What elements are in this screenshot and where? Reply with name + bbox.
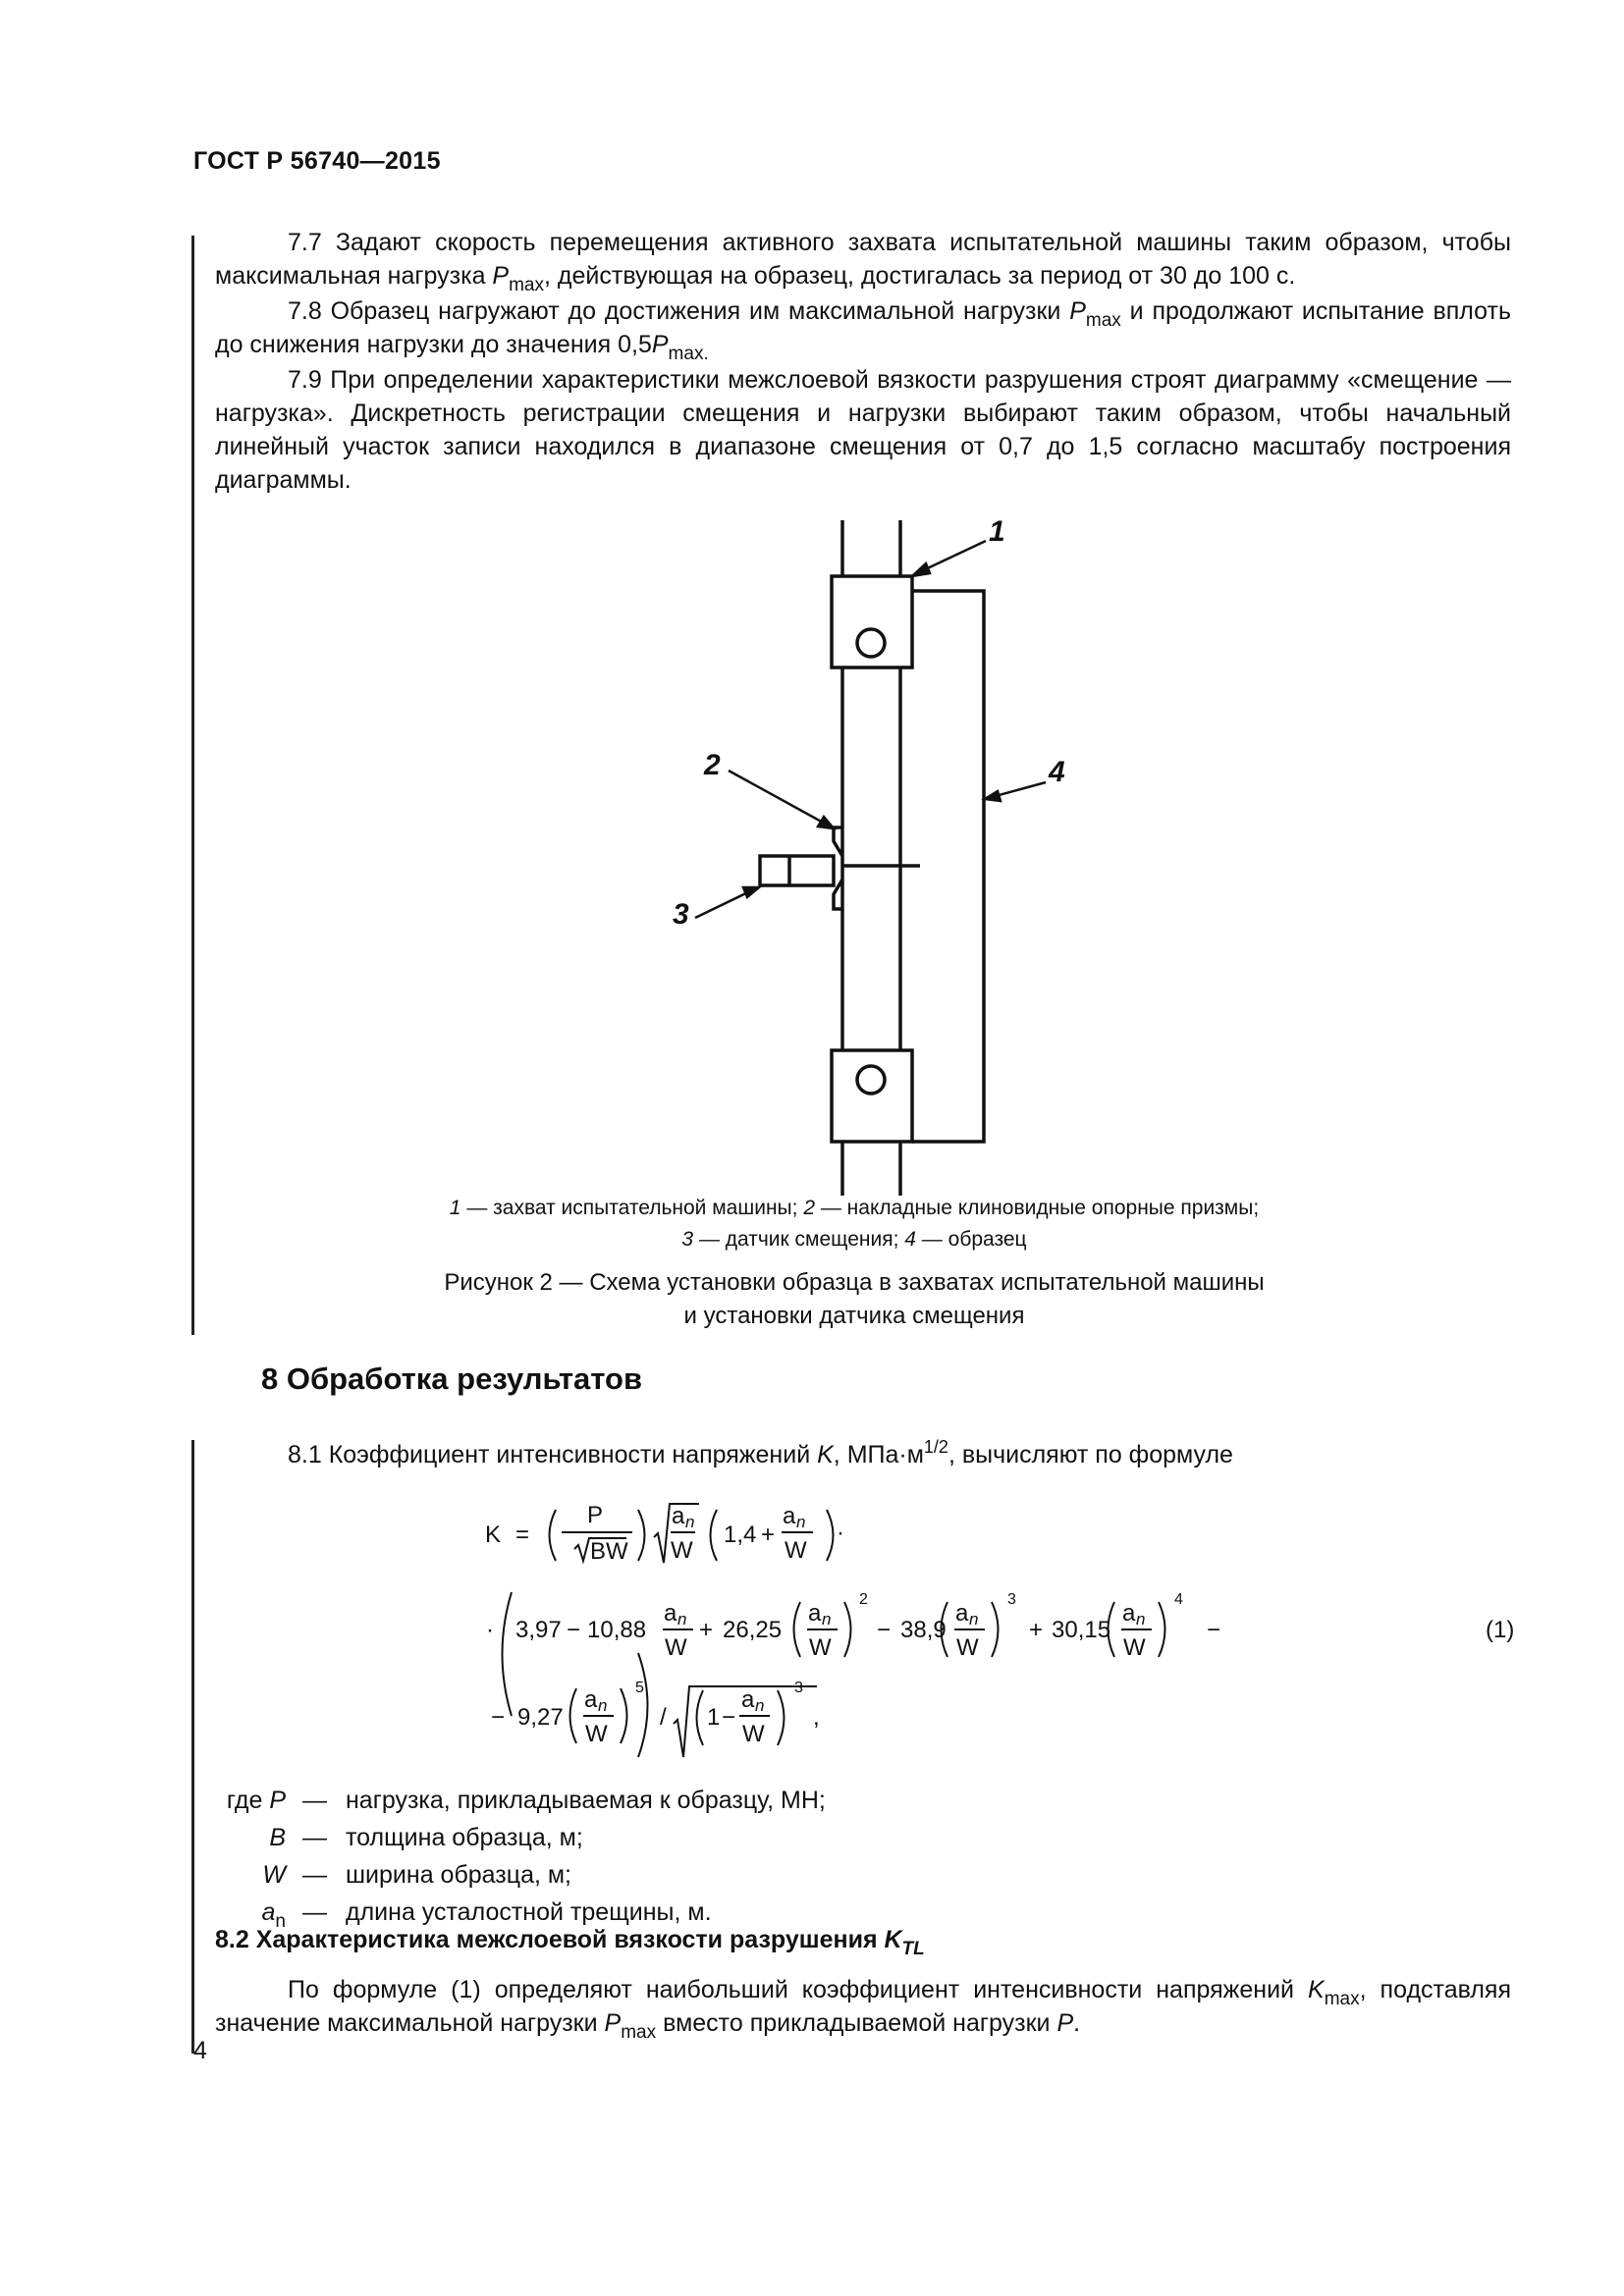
formula-symbol: W [956, 1634, 979, 1661]
paragraph-7-9: 7.9 При определении характеристики межслоевой вязкости разрушения строят диаграмму «смещение — нагрузка». Дискретность регистрации смещения и нагрузки выбирают таким образом, чтобы начальный линейный участок записи находился в диапазоне смещения от 0,7 до 1,5 согласно масштабу построения диаграммы. [215, 366, 1511, 494]
formula-symbol: 38,9 [900, 1617, 947, 1643]
document-code-header: ГОСТ Р 56740—2015 [193, 147, 441, 175]
formula-symbol: − [722, 1704, 736, 1731]
formula-symbol: n [677, 1610, 687, 1629]
formula-symbol: − [877, 1617, 892, 1643]
formula-symbol: 10,88 [587, 1617, 647, 1643]
formula-symbol: n [755, 1696, 765, 1715]
callout-3: 3 [673, 898, 689, 931]
formula-symbol: n [796, 1513, 806, 1531]
section-8-2-title: 8.2 Характеристика межслоевой вязкости разрушения $K_{TL}$ [215, 1926, 925, 1959]
formula-symbol: W [742, 1721, 765, 1747]
formula-symbol: W [585, 1721, 608, 1747]
formula-symbol: a [783, 1503, 796, 1529]
formula-symbol: + [699, 1617, 714, 1643]
section-8-title: 8 Обработка результатов [261, 1362, 643, 1396]
formula-symbol: a [741, 1686, 755, 1713]
formula-symbol: + [761, 1522, 776, 1548]
formula-symbol: W [1123, 1634, 1146, 1661]
formula-symbol: 3 [794, 1680, 803, 1696]
formula-symbol: a [664, 1600, 677, 1627]
formula-symbol: 30,15 [1052, 1617, 1111, 1643]
formula-symbol: BW [590, 1538, 628, 1565]
formula-symbol: 1 [707, 1704, 721, 1731]
formula-symbol: / [660, 1704, 667, 1731]
figure-title: Рисунок 2 — Схема установки образца в захватах испытательной машины и установки датчика смещения [444, 1269, 1265, 1329]
formula-symbol: a [584, 1686, 598, 1713]
formula-symbol: · [837, 1520, 844, 1546]
callout-2: 2 [704, 749, 721, 781]
formula-symbol: W [785, 1537, 807, 1564]
figure-legend: 1 — захват испытательной машины; 2 — накладные клиновидные опорные призмы; 3 — датчик смещения; 4 — образец [449, 1197, 1260, 1251]
formula-symbol: = [515, 1522, 530, 1548]
formula-symbol: W [671, 1537, 693, 1564]
formula-symbol: 2 [859, 1591, 868, 1608]
formula-symbol: a [672, 1503, 685, 1529]
formula-symbol-K: K [485, 1522, 502, 1548]
formula-symbol: W [665, 1634, 687, 1661]
formula-symbol: W [809, 1634, 832, 1661]
formula-symbol: a [1122, 1600, 1136, 1627]
formula-symbol: + [1029, 1617, 1044, 1643]
formula-symbol: − [1207, 1617, 1221, 1643]
formula-symbol: n [969, 1610, 979, 1629]
formula-symbol: − [567, 1617, 581, 1643]
formula-symbol: 1,4 [724, 1522, 757, 1548]
formula-symbol: n [822, 1610, 832, 1629]
paragraph-8-1: 8.1 Коэффициент интенсивности напряжений K, $МПа\cdot м^{1/2}$, вычисляют по формуле [288, 1437, 1233, 1468]
formula-symbol: 3,97 [515, 1617, 562, 1643]
callout-4: 4 [1049, 756, 1065, 788]
formula-symbol: − [491, 1704, 506, 1731]
formula-number: (1) [1486, 1617, 1515, 1643]
paragraph-7-7: 7.7 Задают скорость перемещения активного захвата испытательной машины таким образом, чтобы максимальная нагрузка $P_{max}$, действующая на образец, достигалась за период от 30 до 100 с. [215, 229, 1511, 295]
formula-symbol: n [1136, 1610, 1146, 1629]
formula-symbol: 4 [1174, 1591, 1183, 1608]
formula-symbol: 26,25 [723, 1617, 783, 1643]
formula-symbol: n [598, 1696, 608, 1715]
formula-symbol: n [685, 1513, 695, 1531]
page-number: 4 [193, 2037, 207, 2064]
formula-symbol: a [808, 1600, 822, 1627]
paragraph-8-2: По формуле (1) определяют наибольший коэффициент интенсивности напряжений $K_{max}$, подставляя значение максимальной нагрузки $P_{max}$ вместо прикладываемой нагрузки P. [215, 1976, 1511, 2043]
callout-1: 1 [989, 515, 1005, 548]
formula-symbol: P [587, 1502, 604, 1528]
formula-symbol: 3 [1007, 1591, 1016, 1608]
formula-symbol: 5 [635, 1680, 644, 1696]
formula-symbol: , [813, 1704, 820, 1731]
formula-symbol: 9,27 [517, 1704, 564, 1731]
formula-symbol: a [955, 1600, 969, 1627]
formula-symbol: · [486, 1617, 494, 1643]
paragraph-7-8: 7.8 Образец нагружают до достижения им максимальной нагрузки $P_{max}$ и продолжают испытание вплоть до снижения нагрузки до значения $0,5P_{max.}$ [215, 297, 1511, 364]
